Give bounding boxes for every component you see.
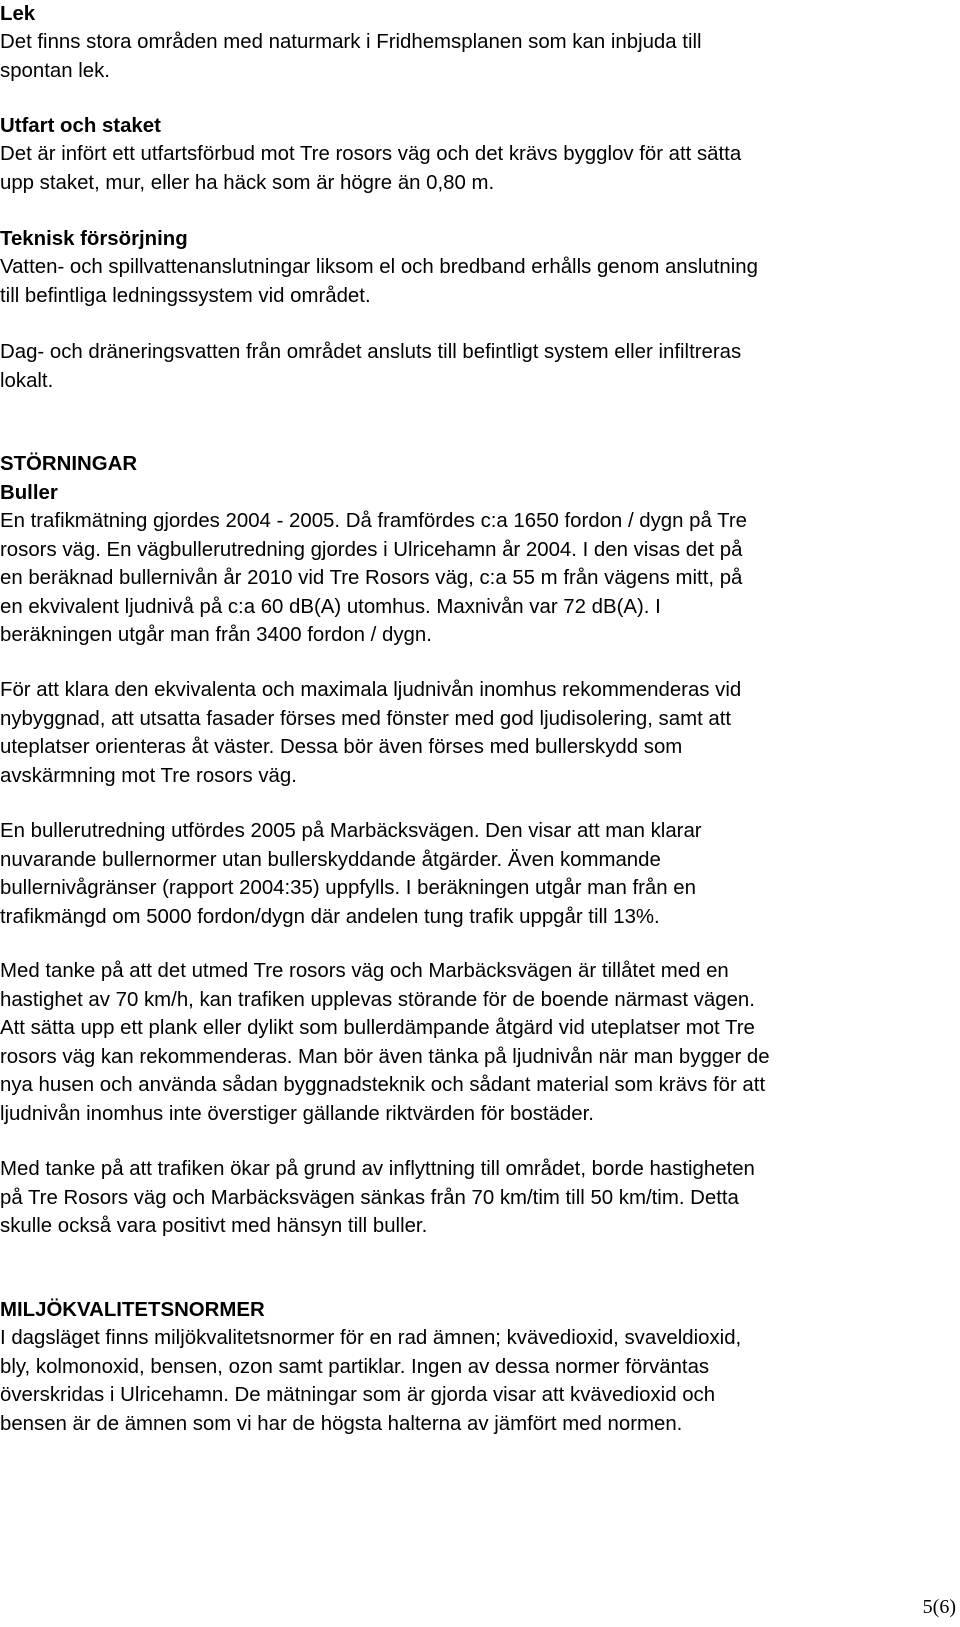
buller-paragraph-5: Med tanke på att trafiken ökar på grund av inflyttning till området, borde hastigheten på Tre Rosors väg och Marbäcksvägen sänkas från 70 km/tim till 50 km/tim. Detta skulle också vara positivt med hänsyn till buller. xyxy=(0,1158,755,1237)
buller-paragraph-2: För att klara den ekvivalenta och maximala ljudnivån inomhus rekommenderas vid nybyggnad, att utsatta fasader förses med fönster med god ljudisolering, samt att uteplatser orienteras åt väster. Dessa bör även förses med bullerskydd som avskärmning mot Tre rosors väg. xyxy=(0,679,742,787)
buller-paragraph-3: En bullerutredning utfördes 2005 på Marbäcksvägen. Den visar att man klarar nuvarande bullernormer utan bullerskyddande åtgärder. Även kommande bullernivågränser (rapport 2004:35) uppfylls. I beräkningen utgår man från en trafikmängd om 5000 fordon/dygn där andelen tung trafik uppgår till 13%. xyxy=(0,820,702,928)
storningar-title: STÖRNINGAR xyxy=(0,453,138,475)
teknisk-text-2: Dag- och dräneringsvatten från området ansluts till befintligt system eller infiltreras lokalt. xyxy=(0,341,742,392)
buller-heading: Buller xyxy=(0,482,58,504)
miljo-text: I dagsläget finns miljökvalitetsnormer för en rad ämnen; kvävedioxid, svaveldioxid, bly, kolmonoxid, bensen, ozon samt partiklar. Ingen av dessa normer förväntas överskridas i Ulricehamn. De mätningar som är gjorda visar att kvävedioxid och bensen är de ämnen som vi har de högsta halterna av jämfört med normen. xyxy=(0,1327,742,1435)
utfart-heading: Utfart och staket xyxy=(0,115,161,137)
teknisk-text: Vatten- och spillvattenanslutningar liksom el och bredband erhålls genom anslutning till befintliga ledningssystem vid området. xyxy=(0,256,758,307)
miljo-title: MILJÖKVALITETSNORMER xyxy=(0,1299,265,1321)
buller-paragraph-1: En trafikmätning gjordes 2004 - 2005. Då framfördes c:a 1650 fordon / dygn på Tre rosors väg. En vägbullerutredning gjordes i Ulricehamn år 2004. I den visas det på en beräknad bullernivån år 2010 vid Tre Rosors väg, c:a 55 m från vägens mitt, på en ekvivalent ljudnivå på c:a 60 dB(A) utomhus. Maxnivån var 72 dB(A). I beräkningen utgår man från 3400 fordon / dygn. xyxy=(0,510,747,646)
lek-heading: Lek xyxy=(0,3,36,25)
lek-text: Det finns stora områden med naturmark i Fridhemsplanen som kan inbjuda till spontan lek. xyxy=(0,31,702,82)
utfart-text: Det är infört ett utfartsförbud mot Tre rosors väg och det krävs bygglov för att sätta upp staket, mur, eller ha häck som är högre än 0,80 m. xyxy=(0,143,742,194)
buller-paragraph-4: Med tanke på att det utmed Tre rosors väg och Marbäcksvägen är tillåtet med en hastighet av 70 km/h, kan trafiken upplevas störande för de boende närmast vägen. Att sätta upp ett plank eller dylikt som bullerdämpande åtgärd vid uteplatser mot Tre rosors väg kan rekommenderas. Man bör även tänka på ljudnivån när man bygger de nya husen och använda sådan byggnadsteknik och sådant material som krävs för att ljudnivån inomhus inte överstiger gällande riktvärden för bostäder. xyxy=(0,960,770,1125)
teknisk-heading: Teknisk försörjning xyxy=(0,228,188,250)
page-number: 5(6) xyxy=(922,1596,956,1618)
